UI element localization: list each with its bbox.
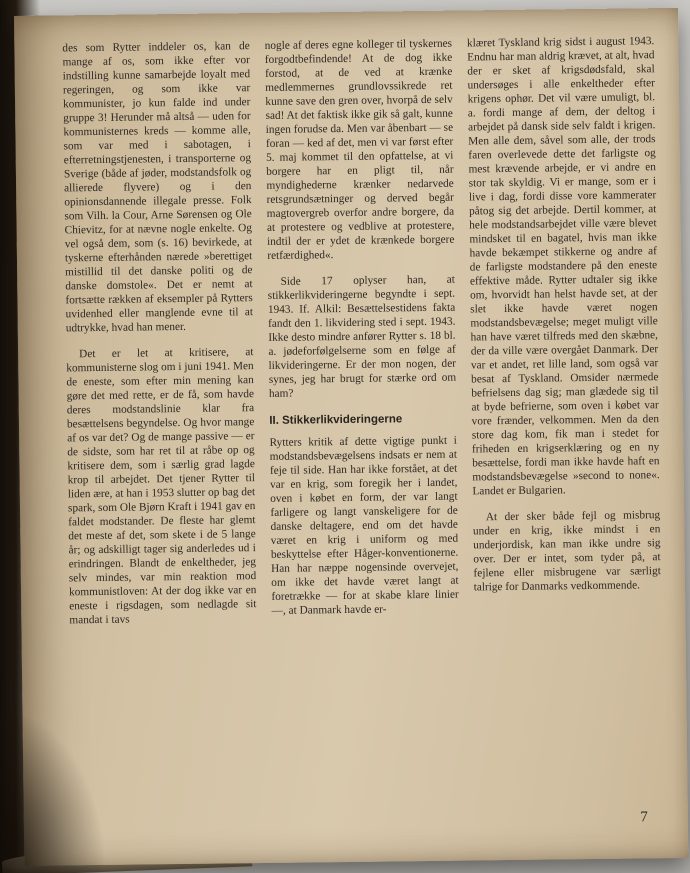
text-column-middle: [265, 37, 462, 801]
book-page: [14, 8, 688, 866]
paragraph: Rytters kritik af dette vigtige punkt i modstandsbevægelsens indsats er nem at feje til side. Han har ikke forstået, at det var en krig, som foregik her i landet, oven i købet en form, der var langt farligere og langt vanskeligere for de danske deltagere, end om det havde været en krig i uniform og med beskyttelse efter Håger-konventionerne. Han har næppe nogensinde overvejet, om ikke det havde været langt at foretrække — for at skabe klare linier —, at Danmark havde er-: [269, 434, 459, 617]
paragraph: des som Rytter inddeler os, kan de mange af os, som ikke efter vor indstilling kunne samarbejde loyalt med regeringen, og som ikke var kommunister, jo kun falde ind under gruppe 3! Herunder må altså — uden for kommunisternes kreds — komme alle, som var med i sabotagen, i efterretningstjenesten, i transporterne og Sverige (både af jøder, modstandsfolk og allierede flyvere) og i den opinionsdannende illegale presse. Folk som Vilh. la Cour, Arne Sørensen og Ole Chievitz, for at nævne nogle enkelte. Og vel også dem, som (s. 16) bevirkede, at tyskerne efterhånden nærede »berettiget mistillid til det danske politi og de danske domstole«. Det er nemt at fortsætte rækken af eksempler på Rytters uvidenhed eller manglende evne til at udtrykke, hvad han mener.: [62, 40, 254, 335]
page-content: [62, 34, 663, 803]
section-heading: II. Stikkerlikvideringerne: [269, 413, 403, 427]
paragraph: klæret Tyskland krig sidst i august 1943. Endnu har man aldrig krævet, at alt, hvad der er sket af krigsdødsfald, skal undersøges i alle enkeltheder efter krigens ophør. Det vil være umuligt, bl. a. fordi mange af dem, der deltog i arbejdet på dansk side selv faldt i krigen. Men alle dem, såvel som alle, der trods faren overlevede dette det farligste og mest krævende arbejde, er vi andre en stor tak skyldig. Vi er mange, som er i live i dag, fordi disse vore kammerater påtog sig det arbejde. Dertil kommer, at hele modstandsarbejdet ville være blevet mindsket til en bagatel, hvis man ikke havde bekæmpet stikkerne og andre af de farligste modstandere på den eneste effektive måde. Rytter udtaler sig ikke om, hvorvidt han helst havde set, at der slet ikke havde været nogen modstandsbevægelse; meget muligt ville han have været tilfreds med den skæbne, der da ville være overgået Danmark. Der var et andet, ret lille land, som også var besat af Tyskland. Omsider nærmede befrielsens dag sig; man glædede sig til at byde befrierne, som oven i købet var vore frænder, velkommen. Men da den store dag kom, fik man i stedet for friheden en krigserklæring og en ny besættelse, fordi man ikke havde haft en modstandsbevægelse »second to none«. Landet er Bulgarien.: [466, 35, 660, 498]
page-number: 7: [640, 809, 648, 826]
text-column-right: [467, 34, 664, 798]
paragraph: At der sker både fejl og misbrug under en krig, ikke mindst i en underjordisk, kan man ikke undre sig over. Der er intet, som tyder på, at fejlene eller misbrugene var særligt talrige for Danmarks vedkommende.: [472, 509, 661, 594]
paragraph: Side 17 oplyser han, at stikkerlikvideringerne begyndte i sept. 1943. If. Alkil: Besættelsestidens fakta fandt den 1. likvidering sted i sept. 1943. Ikke desto mindre anfører Rytter s. 18 bl. a. jødeforfølgelserne som en følge af likvideringerne. Er der mon nogen, der synes, jeg har brugt for stærke ord om ham?: [267, 273, 457, 400]
text-column-left: [62, 39, 259, 803]
paragraph: Det er let at kritisere, at kommunisterne slog om i juni 1941. Men de eneste, som efter min mening kan gøre det med rette, er de få, som havde deres modstandslinie klar fra besættelsens begyndelse. Og hvor mange af os var det? Og de mange passive — er de sidste, som har ret til at råbe op og kritisere dem, som i særlig grad lagde krop til arbejdet. Det tjener Rytter til liden ære, at han i 1953 slutter op bag det spark, som Ole Bjørn Kraft i 1941 gav en faldet modstander. De fleste har glemt det meste af det, som skete i de 5 lange år; og adskilligt tager sig anderledes ud i erindringen. Blandt de enkeltheder, jeg selv mindes, var min reaktion mod kommunistloven: At der dog ikke var en eneste i rigsdagen, som nedlagde sit mandat i tavs: [66, 346, 257, 627]
paragraph: nogle af deres egne kolleger til tyskernes forgodtbefindende! At de dog ikke forstod, at de ved at krænke medlemmernes grundlovssikrede ret kunne save den gren over, hvorpå de selv sad! At det faktisk ikke gik så galt, kunne ingen forudse da. Men var åbenbart — se foran — ked af det, men vi var først efter 5. maj kommet til den opfattelse, at vi borgere har en pligt til, når myndighederne krænker nedarvede retsgrundsætninger og derved begår magtovergreb overfor andre borgere, da at protestere og vedblive at protestere, indtil der er ydet de krænkede borgere retfærdighed«.: [264, 37, 455, 262]
